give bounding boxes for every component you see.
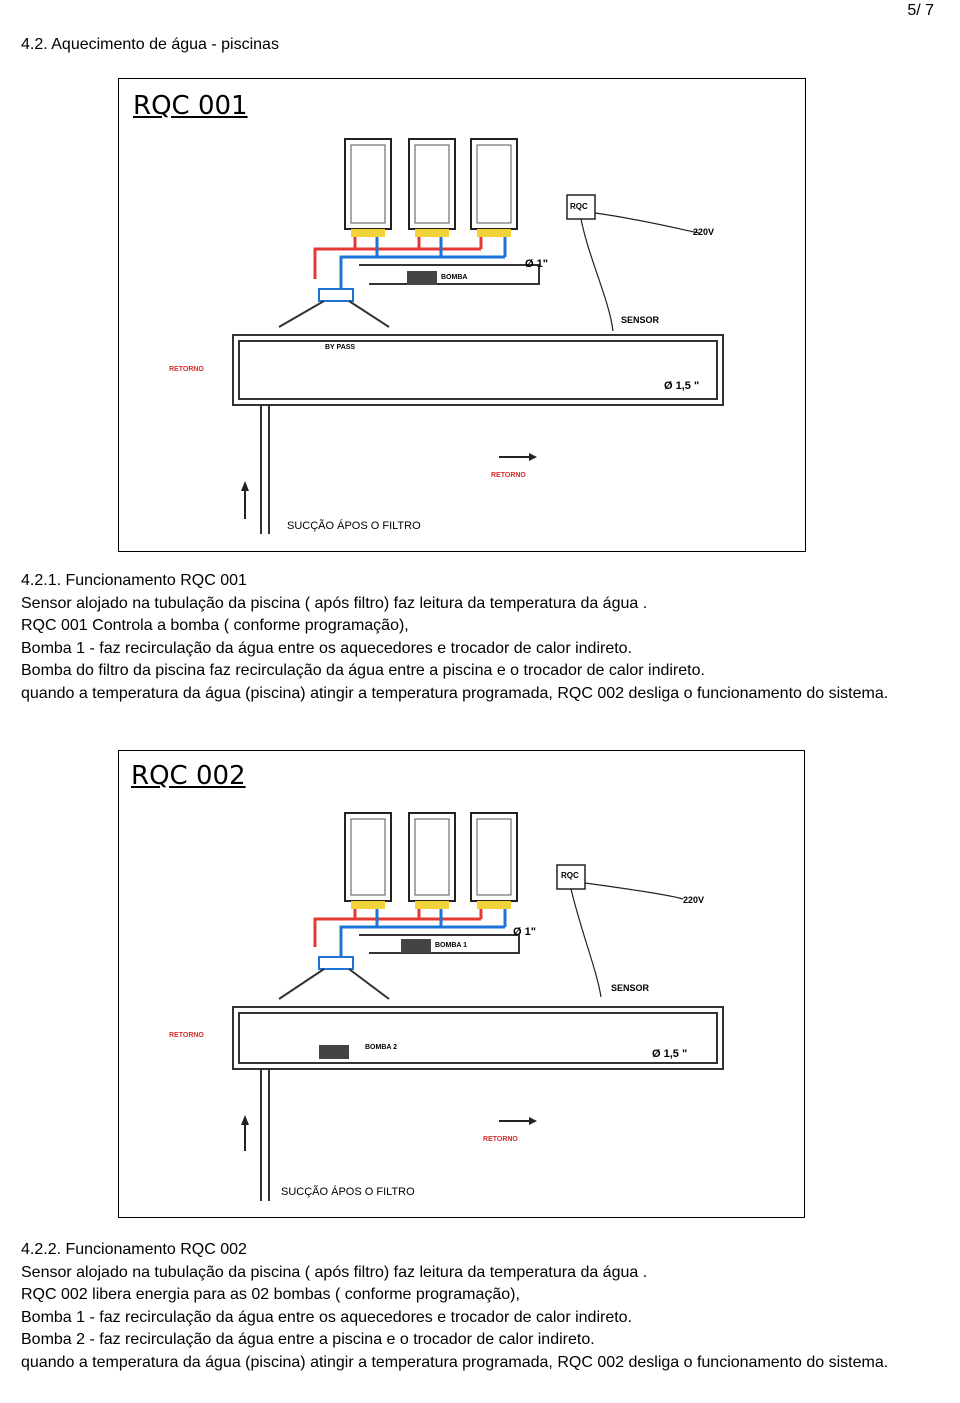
label-pump-2: BOMBA 2: [365, 1044, 398, 1051]
label-rqc: RQC: [561, 871, 579, 880]
description-rqc-002: [21, 1239, 941, 1374]
label-retorno-left: RETORNO: [169, 1032, 204, 1039]
plumbing-diagram: [119, 751, 804, 1217]
description-rqc-001: [21, 570, 941, 705]
text-line: quando a temperatura da água (piscina) atingir a temperatura programada, RQC 002 desliga o funcionamento do sistema.: [21, 684, 889, 702]
water-heaters: [345, 139, 517, 237]
text-line: Bomba 1 - faz recirculação da água entre os aquecedores e trocador de calor indireto.: [21, 1308, 633, 1326]
text-line: Sensor alojado na tubulação da piscina ( após filtro) faz leitura da temperatura da água .: [21, 1263, 648, 1281]
pump-1-icon: [401, 939, 431, 953]
label-bypass: BY PASS: [325, 344, 356, 351]
text-line: RQC 002 libera energia para as 02 bombas ( conforme programação),: [21, 1286, 520, 1303]
label-pipe-15: Ø 1,5 ": [664, 380, 700, 392]
label-succao: SUCÇÃO ÁPOS O FILTRO: [281, 1186, 415, 1198]
label-220v: 220V: [693, 227, 715, 237]
label-sensor: SENSOR: [611, 983, 650, 993]
text-line: RQC 001 Controla a bomba ( conforme programação),: [21, 617, 409, 634]
label-retorno-bottom: RETORNO: [483, 1136, 518, 1143]
label-pipe-1: Ø 1": [525, 258, 548, 270]
label-pump: BOMBA: [441, 274, 468, 281]
text-line: Bomba do filtro da piscina faz recirculação da água entre a piscina e o trocador de calor indireto.: [21, 662, 705, 679]
label-pump-1: BOMBA 1: [435, 942, 468, 949]
heading: 4.2.2. Funcionamento RQC 002: [21, 1241, 247, 1258]
text-line: quando a temperatura da água (piscina) atingir a temperatura programada, RQC 002 desliga o funcionamento do sistema.: [21, 1353, 889, 1371]
heading: 4.2.1. Funcionamento RQC 001: [21, 572, 247, 589]
diagram-title: RQC 001: [133, 91, 248, 121]
text-line: Sensor alojado na tubulação da piscina ( após filtro) faz leitura da temperatura da água .: [21, 594, 648, 612]
heat-exchanger-icon: [319, 957, 353, 969]
pump-2-icon: [319, 1045, 349, 1059]
pump-icon: [407, 271, 437, 285]
text-line: Bomba 2 - faz recirculação da água entre a piscina e o trocador de calor indireto.: [21, 1331, 595, 1348]
heat-exchanger-icon: [319, 289, 353, 301]
section-title: 4.2. Aquecimento de água - piscinas: [21, 36, 279, 53]
water-heaters: [345, 813, 517, 909]
label-retorno-bottom: RETORNO: [491, 472, 526, 479]
label-retorno-left: RETORNO: [169, 366, 204, 373]
label-pipe-1: Ø 1": [513, 926, 536, 938]
label-succao: SUCÇÃO ÁPOS O FILTRO: [287, 520, 421, 532]
plumbing-diagram: [119, 79, 805, 551]
label-220v: 220V: [683, 895, 705, 905]
text-line: Bomba 1 - faz recirculação da água entre os aquecedores e trocador de calor indireto.: [21, 639, 633, 657]
diagram-rqc-002: [118, 750, 805, 1218]
diagram-title: RQC 002: [131, 761, 246, 791]
diagram-rqc-001: [118, 78, 806, 552]
label-pipe-15: Ø 1,5 ": [652, 1048, 688, 1060]
label-sensor: SENSOR: [621, 315, 660, 325]
label-rqc: RQC: [570, 202, 588, 211]
page-number: 5/ 7: [907, 2, 934, 19]
